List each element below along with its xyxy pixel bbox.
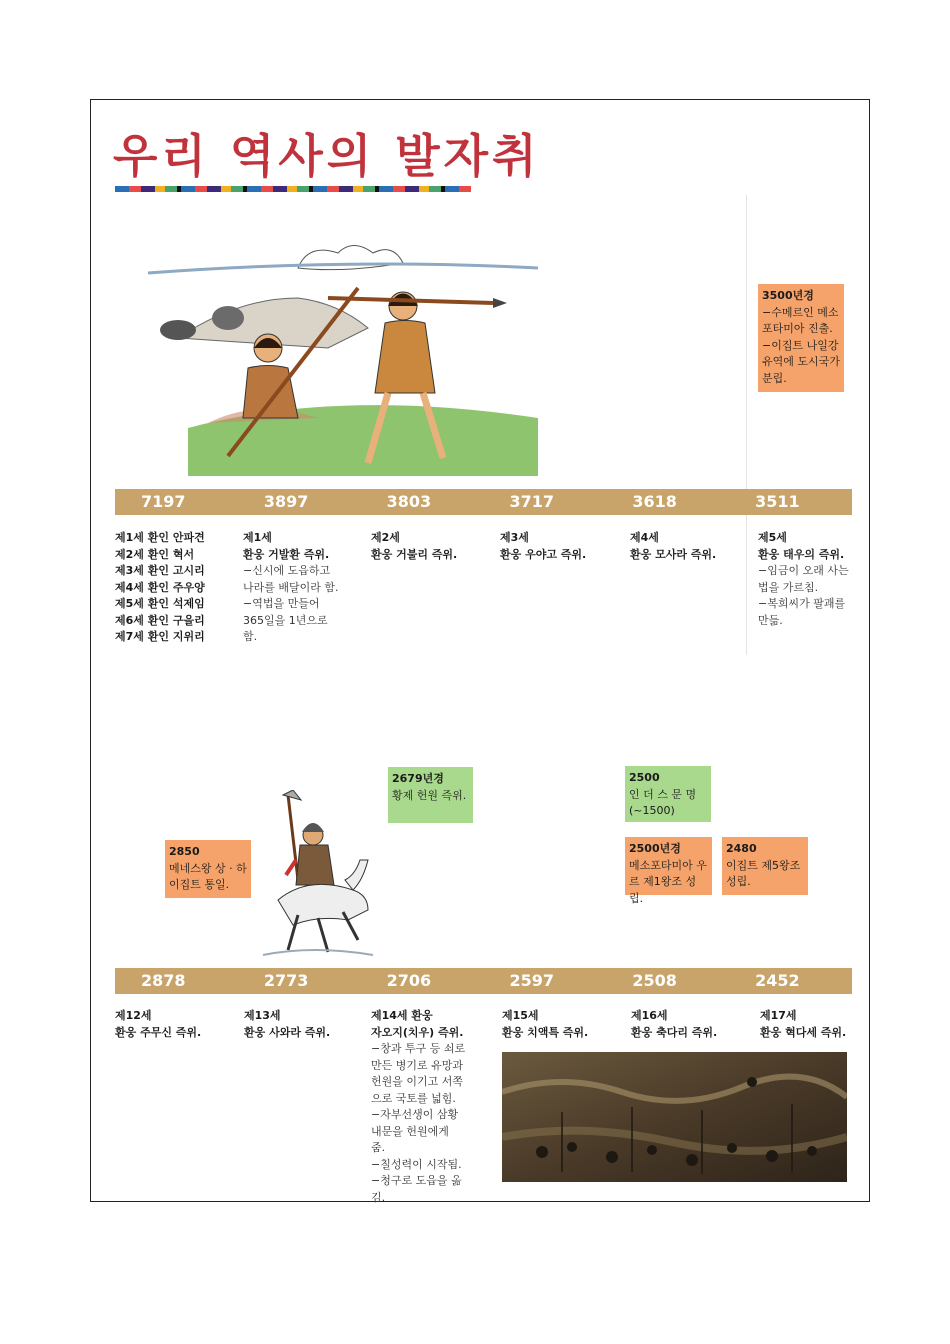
event-line: 유역에 도시국가 <box>762 355 840 368</box>
entry-heading: 환웅 모사라 즉위. <box>630 547 717 561</box>
entry-body: 365일을 1년으로 <box>243 613 328 627</box>
entry-body: 헌원을 이기고 서쪽 <box>371 1075 464 1088</box>
entry-heading: 환웅 우야고 즉위. <box>500 547 587 561</box>
year-label: 3897 <box>263 492 309 511</box>
entry-heading: 환웅 혁다세 즉위. <box>760 1025 847 1039</box>
entry-heading: 제14세 환웅 <box>371 1009 433 1022</box>
entry-heading: 환웅 거발환 즉위. <box>243 547 330 561</box>
entry-body: 김. <box>371 1190 386 1204</box>
timeline-entry <box>115 530 235 646</box>
entry-body: −신시에 도읍하고 <box>243 564 331 577</box>
entry-heading: 환웅 사와라 즉위. <box>244 1025 331 1039</box>
event-line: 메네스왕 상 · 하 <box>169 861 247 875</box>
event-box-title: 3500년경 <box>762 289 814 302</box>
year-label: 2773 <box>263 971 309 990</box>
event-line: 메소포타미아 우 <box>629 858 707 872</box>
event-box-title: 2500년경 <box>629 842 681 855</box>
entry-body: 만듦. <box>758 613 783 627</box>
event-line: 르 제1왕조 성립. <box>629 875 697 905</box>
event-line: 이집트 통일. <box>169 878 230 891</box>
year-label: 2597 <box>509 971 555 990</box>
year-label: 2508 <box>632 971 677 990</box>
entry-heading: 제1세 환인 안파견 <box>115 531 205 544</box>
event-line: −이집트 나일강 <box>762 338 839 352</box>
entry-heading: 제3세 <box>500 531 529 544</box>
timeline-entry <box>631 1008 751 1041</box>
year-label: 3511 <box>755 492 800 511</box>
entry-body: −자부선생이 삼황 <box>371 1108 459 1121</box>
event-line: 성립. <box>726 875 751 888</box>
timeline-bar-top <box>115 489 852 515</box>
entry-body: −역법을 만들어 <box>243 597 320 610</box>
entry-body: 내문을 헌원에게 줌. <box>371 1124 449 1154</box>
year-label: 2878 <box>141 971 186 990</box>
entry-heading: 환웅 주무신 즉위. <box>115 1025 202 1039</box>
timeline-entry <box>371 1008 466 1206</box>
battle-painting <box>502 1052 847 1182</box>
entry-body: −칠성력이 시작됨. <box>371 1157 462 1171</box>
year-label: 2452 <box>755 971 800 990</box>
entry-body: 함. <box>243 630 258 643</box>
entry-heading: 제5세 <box>758 531 787 544</box>
event-line: 포타미아 진출. <box>762 322 833 335</box>
year-label: 3803 <box>386 492 432 511</box>
entry-body: −임금이 오래 사는 <box>758 564 849 577</box>
event-line: 분립. <box>762 371 787 385</box>
event-box-2500-ur <box>625 837 712 905</box>
entry-heading: 제7세 환인 지위리 <box>115 630 205 643</box>
timeline-entry <box>630 530 750 563</box>
entry-heading: 제13세 <box>244 1009 281 1022</box>
event-line: 황제 헌원 즉위. <box>392 788 467 802</box>
timeline-entry <box>758 530 850 629</box>
entry-heading: 제12세 <box>115 1009 152 1022</box>
timeline-entry <box>371 530 491 563</box>
entry-heading: 제2세 환인 혁서 <box>115 547 195 561</box>
event-line: (~1500) <box>629 804 675 817</box>
timeline-entry <box>243 530 363 646</box>
event-line: 이집트 제5왕조 <box>726 858 801 872</box>
timeline-entry <box>500 530 620 563</box>
event-box-3500 <box>758 284 844 392</box>
entry-heading: 제3세 환인 고시리 <box>115 564 205 577</box>
timeline-entry <box>760 1008 850 1041</box>
entry-body: −창과 투구 등 쇠로 <box>371 1042 466 1055</box>
entry-heading: 환웅 거불리 즉위. <box>371 547 458 561</box>
entry-heading: 제2세 <box>371 531 400 544</box>
page-title: 우리 역사의 발자취 <box>113 129 541 183</box>
entry-heading: 환웅 치액특 즉위. <box>502 1025 589 1039</box>
divider-line <box>746 195 747 655</box>
entry-body: 으로 국토를 넓힘. <box>371 1091 456 1105</box>
event-line: −수메르인 메소 <box>762 305 839 319</box>
event-line: 인 더 스 문 명 <box>629 787 697 801</box>
entry-heading: 제1세 <box>243 531 272 544</box>
year-label: 3717 <box>509 492 555 511</box>
entry-body: −복희씨가 팔괘를 <box>758 597 846 610</box>
year-label: 7197 <box>141 492 186 511</box>
warrior-on-horse-illustration <box>258 790 376 960</box>
entry-body: −청구로 도읍을 옮 <box>371 1174 462 1187</box>
event-box-title: 2850 <box>169 845 200 858</box>
event-box-2480 <box>722 837 808 895</box>
entry-heading: 제5세 환인 석제임 <box>115 597 205 610</box>
entry-body: 법을 가르침. <box>758 580 819 594</box>
timeline-entry <box>115 1008 235 1041</box>
entry-heading: 제4세 환인 주우양 <box>115 580 205 594</box>
year-label: 3618 <box>632 492 677 511</box>
entry-body: 만든 병기로 유망과 <box>371 1058 464 1072</box>
timeline-entry <box>502 1008 622 1041</box>
entry-heading: 제17세 <box>760 1009 797 1022</box>
event-box-title: 2500 <box>629 771 660 784</box>
timeline-bar-bottom <box>115 968 852 994</box>
entry-heading: 자오지(치우) 즉위. <box>371 1025 464 1039</box>
hunters-illustration <box>148 228 543 476</box>
event-box-2500 <box>625 766 711 822</box>
title-stripe <box>115 186 471 192</box>
timeline-entry <box>244 1008 364 1041</box>
event-box-2679 <box>388 767 473 823</box>
event-box-2850 <box>165 840 251 898</box>
event-box-title: 2679년경 <box>392 772 444 785</box>
entry-body: 나라를 배달이라 함. <box>243 580 339 594</box>
entry-heading: 환웅 태우의 즉위. <box>758 547 845 561</box>
event-box-title: 2480 <box>726 842 757 855</box>
entry-heading: 제15세 <box>502 1009 539 1022</box>
entry-heading: 제4세 <box>630 531 659 544</box>
year-label: 2706 <box>386 971 432 990</box>
entry-heading: 환웅 축다리 즉위. <box>631 1025 718 1039</box>
entry-heading: 제16세 <box>631 1009 668 1022</box>
entry-heading: 제6세 환인 구을리 <box>115 613 205 627</box>
